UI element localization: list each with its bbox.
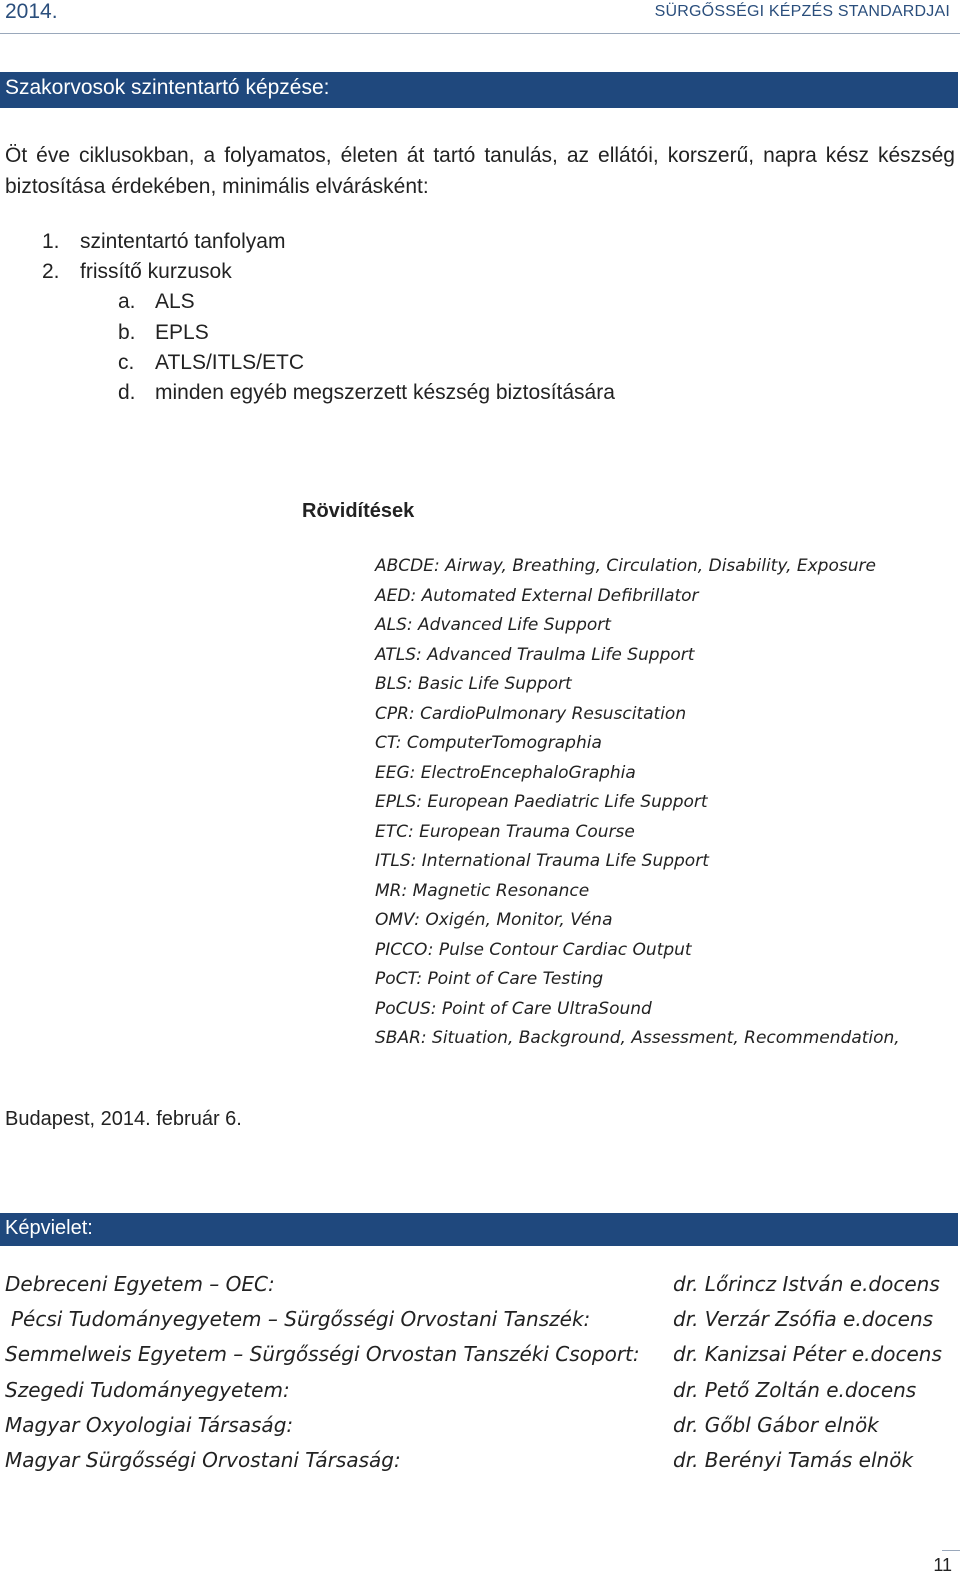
abbreviation-item: CPR: CardioPulmonary Resuscitation [375,703,687,724]
list-item-number: 2. [42,260,60,283]
abbreviation-item: PoCUS: Point of Care UltraSound [375,998,652,1019]
abbreviation-item: ALS: Advanced Life Support [375,615,611,635]
abbreviation-item: PoCT: Point of Care Testing [375,969,604,989]
abbreviation-item: ATLS: Advanced Traulma Life Support [375,644,695,665]
reviewer-person: dr. Pető Zoltán e.docens [673,1377,917,1402]
sublist-item-letter: b. [118,321,136,344]
reviewer-organization: Debreceni Egyetem – OEC: [5,1272,275,1296]
abbreviation-item: EEG: ElectroEncephaloGraphia [375,762,636,783]
abbreviation-item: BLS: Basic Life Support [375,674,572,694]
reviewer-person: dr. Berényi Tamás elnök [673,1447,914,1472]
sublist-item-letter: a. [118,290,136,313]
reviewer-person: dr. Verzár Zsófia e.docens [673,1307,934,1332]
abbreviation-item: ABCDE: Airway, Breathing, Circulation, Disability, Exposure [375,556,876,576]
abbreviations-list [375,552,900,1054]
abbreviation-item: SBAR: Situation, Background, Assessment, Recommendation, [375,1028,900,1048]
sublist-item: ATLS/ITLS/ETC [155,351,304,374]
list-item-number: 1. [42,230,60,253]
sublist-item: EPLS [155,321,209,344]
header-title: SÜRGŐSSÉGI KÉPZÉS STANDARDJAI [654,3,950,20]
reviewer-persons [673,1267,942,1478]
abbreviation-item: EPLS: European Paediatric Life Support [375,792,708,812]
header-year: 2014. [5,0,58,23]
footer-divider [942,1550,960,1551]
abbreviation-item: ETC: European Trauma Course [375,821,635,842]
abbreviation-item: ITLS: International Trauma Life Support [375,851,709,871]
reviewer-person: dr. Lőrincz István e.docens [673,1272,940,1296]
reviewer-person: dr. Gőbl Gábor elnök [673,1412,879,1437]
abbreviation-item: CT: ComputerTomographia [375,733,602,753]
reviewer-organization: Semmelweis Egyetem – Sürgősségi Orvostan Tanszéki Csoport: [5,1342,640,1367]
sublist-item: minden egyéb megszerzett készség biztosítására [155,381,615,404]
intro-paragraph: Öt éve ciklusokban, a folyamatos, életen át tartó tanulás, az ellátói, korszerű, napra kész készség biztosítása érdekében, minimális elvárásként: [5,144,955,198]
abbreviations-title: Rövidítések [302,500,415,522]
sublist-item-letter: d. [118,381,136,404]
header-divider [0,33,960,34]
sublist-item: ALS [155,290,195,313]
section-heading-training: Szakorvosok szintentartó képzése: [0,72,958,108]
reviewer-organization: Magyar Oxyologiai Társaság: [5,1412,294,1437]
abbreviation-item: AED: Automated External Defibrillator [375,585,699,606]
page-number: 11 [933,1555,952,1575]
reviewer-person: dr. Kanizsai Péter e.docens [673,1342,942,1367]
reviewer-organization: Szegedi Tudományegyetem: [5,1377,290,1402]
abbreviation-item: OMV: Oxigén, Monitor, Véna [375,910,613,930]
reviewer-organizations [5,1267,640,1478]
reviewer-organization: Pécsi Tudományegyetem – Sürgősségi Orvostani Tanszék: [11,1307,591,1332]
sublist-item-letter: c. [118,351,135,374]
abbreviation-item: PICCO: Pulse Contour Cardiac Output [375,939,692,960]
document-date: Budapest, 2014. február 6. [5,1108,242,1130]
reviewer-organization: Magyar Sürgősségi Orvostani Társaság: [5,1447,401,1472]
abbreviation-item: MR: Magnetic Resonance [375,880,590,901]
list-item: frissítő kurzusok [80,260,232,283]
list-item: szintentartó tanfolyam [80,230,286,253]
section-heading-reviewers: Képvielet: [0,1213,958,1246]
